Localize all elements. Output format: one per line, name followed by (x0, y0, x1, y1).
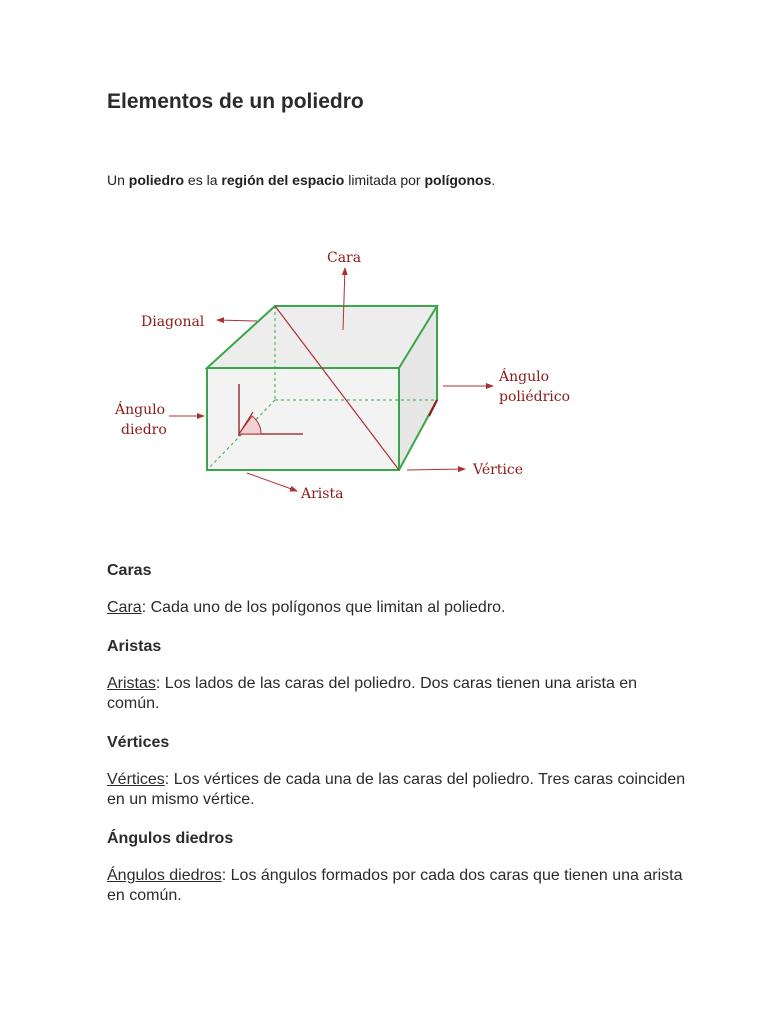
label-cara: Cara (327, 250, 362, 266)
section-definition (107, 770, 687, 810)
section-aristas (107, 638, 687, 714)
definition-term: Cara (107, 599, 142, 616)
definition-term: Aristas (107, 675, 156, 692)
intro-text-3: limitada por (344, 172, 425, 188)
section-heading: Ángulos diedros (107, 830, 234, 847)
arrow-diagonal (217, 320, 257, 321)
label-arista: Arista (301, 486, 344, 502)
label-angulo-poliedrico-2: poliédrico (499, 389, 571, 405)
section-heading: Caras (107, 562, 152, 579)
intro-text-4: . (491, 172, 496, 188)
definition-text: : Cada uno de los polígonos que limitan al poliedro. (141, 599, 506, 616)
definition-text: : Los vértices de cada una de las caras del poliedro. Tres caras coinciden en un mismo vértice. (107, 771, 686, 808)
section-caras (107, 562, 687, 618)
section-heading: Aristas (107, 638, 162, 655)
intro-text-1: Un (107, 172, 129, 188)
section-heading: Vértices (107, 734, 170, 751)
label-vertice: Vértice (473, 462, 524, 478)
intro-bold-poligonos: polígonos (424, 172, 492, 188)
intro-bold-poliedro: poliedro (128, 172, 185, 188)
polyhedron-diagram-svg (107, 230, 587, 520)
intro-bold-region: región del espacio (221, 172, 345, 188)
definition-term: Ángulos diedros (107, 867, 222, 884)
section-definition (107, 866, 687, 906)
label-angulo-poliedrico-1: Ángulo (499, 369, 550, 385)
section-vertices (107, 734, 687, 810)
section-angulos-diedros (107, 830, 687, 906)
definition-term: Vértices (107, 771, 165, 788)
front-face (207, 368, 399, 470)
section-definition (107, 674, 687, 714)
definition-text: : Los lados de las caras del poliedro. Dos caras tienen una arista en común. (107, 675, 638, 712)
label-angulo-diedro-1: Ángulo (115, 402, 166, 418)
polyhedron-diagram (107, 230, 587, 520)
label-diagonal: Diagonal (141, 314, 205, 330)
arrow-vertice (407, 469, 465, 470)
definition-text: : Los ángulos formados por cada dos caras que tienen una arista en común. (107, 867, 683, 904)
section-definition (107, 598, 687, 618)
arrow-arista (247, 473, 297, 491)
intro-paragraph (107, 172, 495, 188)
label-angulo-diedro-2: diedro (121, 422, 167, 438)
page-title: Elementos de un poliedro (107, 90, 364, 113)
intro-text-2: es la (184, 172, 222, 188)
